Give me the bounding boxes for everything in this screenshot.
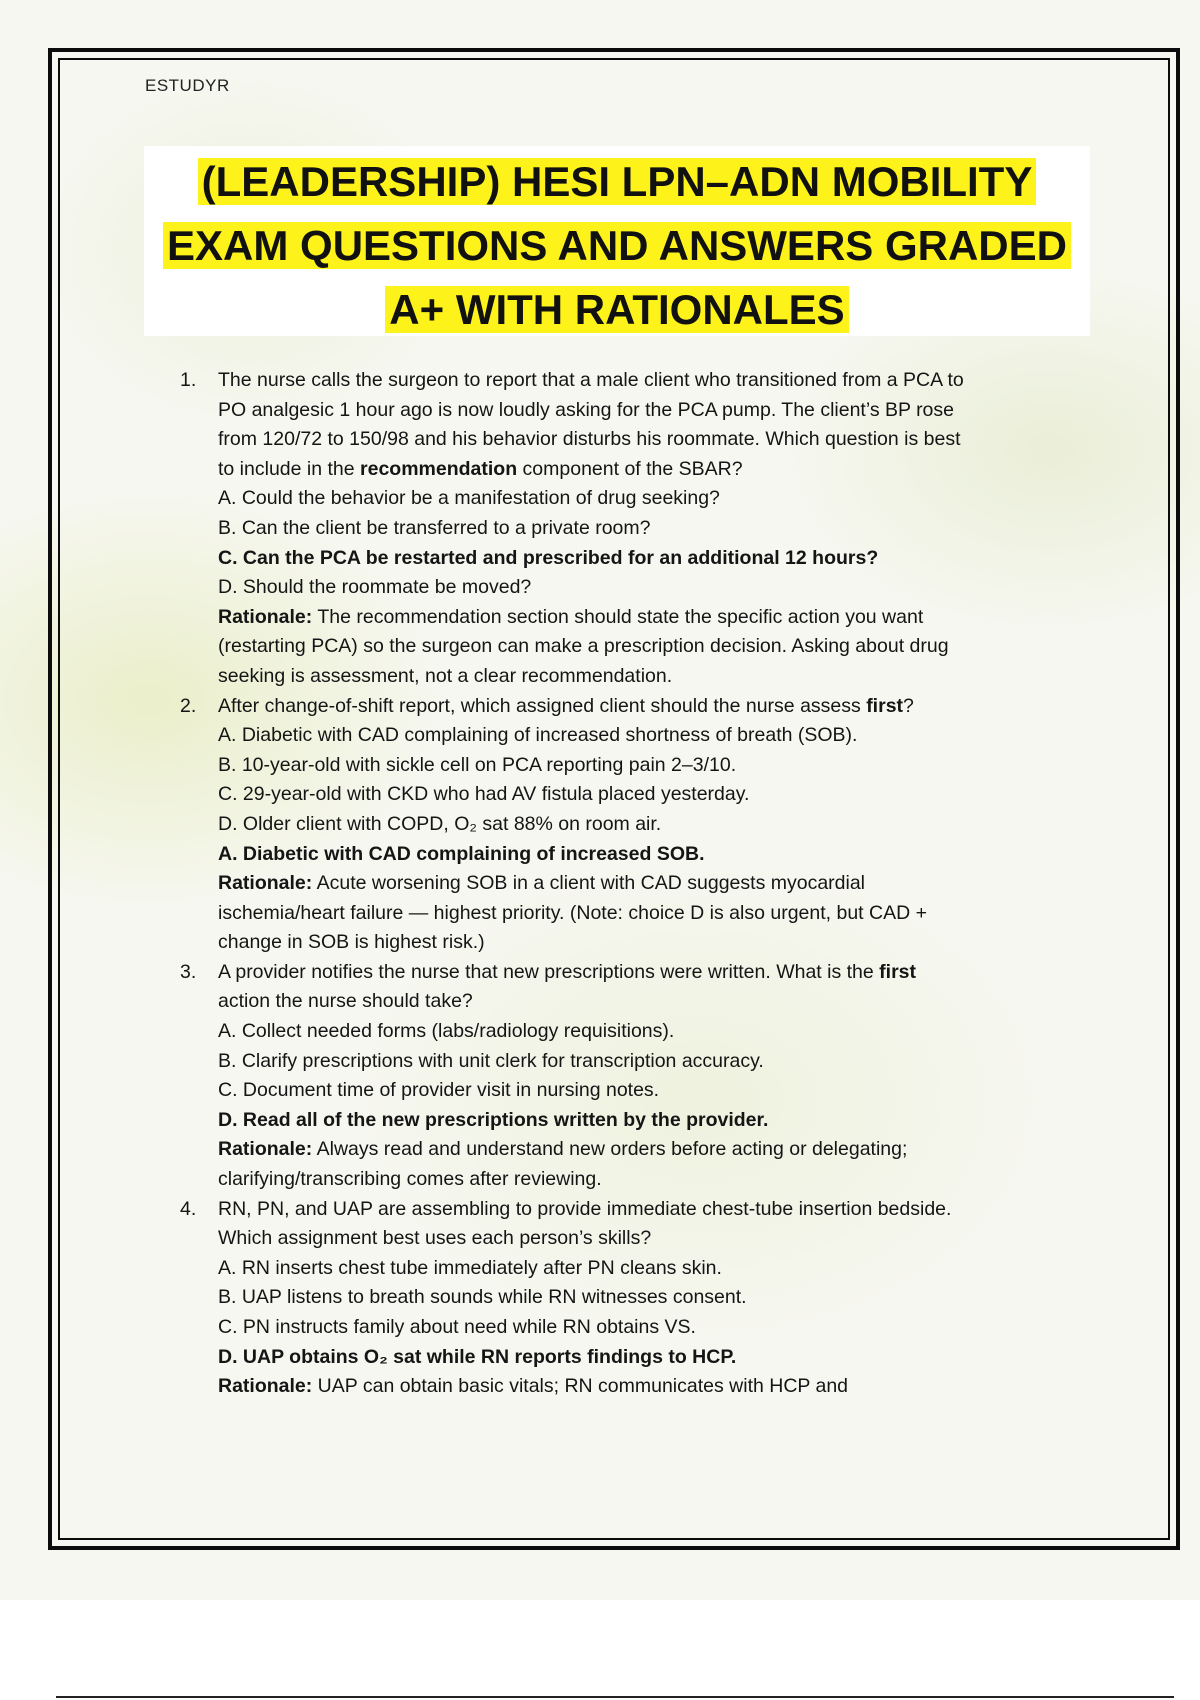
correct-answer: D. Read all of the new prescriptions written by the provider.	[218, 1108, 769, 1131]
bottom-divider	[56, 1696, 1174, 1698]
stem-text: After change-of-shift report, which assigned client should the nurse assess	[218, 694, 867, 717]
rationale-text: Acute worsening SOB in a client with CAD suggests myocardial	[312, 872, 866, 895]
rationale-line	[218, 1135, 1090, 1165]
correct-answer: D. UAP obtains O₂ sat while RN reports findings to HCP.	[218, 1345, 737, 1368]
stem-text: ?	[903, 694, 914, 717]
question-item	[180, 692, 1090, 958]
question-item	[180, 1195, 1090, 1402]
stem-emphasis: recommendation	[360, 457, 518, 480]
answer-option: B. UAP listens to breath sounds while RN witnesses consent.	[218, 1286, 747, 1309]
answer-option: A. Collect needed forms (labs/radiology requisitions).	[218, 1020, 675, 1043]
rationale-text: The recommendation section should state the specific action you want	[312, 605, 924, 628]
stem-text: component of the SBAR?	[517, 457, 743, 480]
question-item	[180, 958, 1090, 1195]
correct-answer: C. Can the PCA be restarted and prescribed for an additional 12 hours?	[218, 546, 879, 569]
question-list	[180, 366, 1090, 1402]
answer-option: C. PN instructs family about need while RN obtains VS.	[218, 1316, 696, 1338]
rationale-line: (restarting PCA) so the surgeon can make a prescription decision. Asking about drug	[218, 635, 949, 658]
answer-option: B. Can the client be transferred to a private room?	[218, 516, 651, 539]
answer-option: A. Could the behavior be a manifestation of drug seeking?	[218, 487, 720, 510]
question-stem-line: Which assignment best uses each person’s skills?	[218, 1227, 652, 1250]
rationale-label: Rationale:	[218, 872, 313, 895]
answer-option: A. Diabetic with CAD complaining of increased shortness of breath (SOB).	[218, 724, 858, 747]
brand-label: ESTUDYR	[145, 76, 230, 95]
stem-text: A provider notifies the nurse that new prescriptions were written. What is the	[218, 960, 880, 983]
rationale-line: change in SOB is highest risk.)	[218, 931, 485, 954]
stem-text: to include in the	[218, 457, 361, 480]
correct-answer: A. Diabetic with CAD complaining of increased SOB.	[218, 842, 705, 865]
title-line: (LEADERSHIP) HESI LPN–ADN MOBILITY	[198, 158, 1037, 205]
document-title	[144, 150, 1090, 342]
question-stem-line: PO analgesic 1 hour ago is now loudly asking for the PCA pump. The client’s BP rose	[218, 398, 955, 421]
page-bottom-margin	[0, 1600, 1200, 1700]
rationale-label: Rationale:	[218, 1375, 313, 1398]
question-number: 2.	[180, 694, 197, 717]
title-line: A+ WITH RATIONALES	[385, 286, 848, 333]
question-number: 1.	[180, 369, 197, 391]
stem-emphasis: first	[879, 960, 916, 983]
rationale-text: UAP can obtain basic vitals; RN communicates with HCP and	[312, 1375, 849, 1398]
answer-option: C. 29-year-old with CKD who had AV fistula placed yesterday.	[218, 783, 750, 806]
title-line: EXAM QUESTIONS AND ANSWERS GRADED	[163, 222, 1071, 269]
stem-emphasis: first	[866, 694, 904, 717]
rationale-label: Rationale:	[218, 1138, 313, 1161]
question-stem-line: The nurse calls the surgeon to report that a male client who transitioned from a PCA to	[218, 369, 964, 391]
answer-option: D. Should the roommate be moved?	[218, 576, 532, 599]
question-stem-line: action the nurse should take?	[218, 990, 473, 1013]
answer-option: A. RN inserts chest tube immediately after PN cleans skin.	[218, 1256, 722, 1279]
question-number: 4.	[180, 1197, 197, 1220]
rationale-line	[218, 603, 1090, 633]
rationale-line: ischemia/heart failure — highest priority. (Note: choice D is also urgent, but CAD +	[218, 901, 927, 924]
rationale-text: Always read and understand new orders before acting or delegating;	[312, 1138, 908, 1161]
question-number: 3.	[180, 960, 197, 983]
question-item	[180, 366, 1090, 692]
rationale-line	[218, 869, 1090, 899]
answer-option: B. 10-year-old with sickle cell on PCA reporting pain 2–3/10.	[218, 753, 737, 776]
answer-option: D. Older client with COPD, O₂ sat 88% on room air.	[218, 812, 662, 835]
question-stem-line	[218, 958, 1090, 988]
answer-option: C. Document time of provider visit in nursing notes.	[218, 1079, 660, 1102]
rationale-line	[218, 1372, 1090, 1402]
rationale-line: seeking is assessment, not a clear recommendation.	[218, 664, 673, 687]
rationale-line: clarifying/transcribing comes after reviewing.	[218, 1168, 602, 1191]
rationale-label: Rationale:	[218, 605, 313, 628]
question-stem-line	[218, 692, 1090, 722]
question-stem-line: RN, PN, and UAP are assembling to provide immediate chest-tube insertion bedside.	[218, 1197, 952, 1220]
question-stem-line: from 120/72 to 150/98 and his behavior disturbs his roommate. Which question is best	[218, 428, 961, 451]
answer-option: B. Clarify prescriptions with unit clerk for transcription accuracy.	[218, 1049, 764, 1072]
question-stem-line	[218, 455, 1090, 485]
